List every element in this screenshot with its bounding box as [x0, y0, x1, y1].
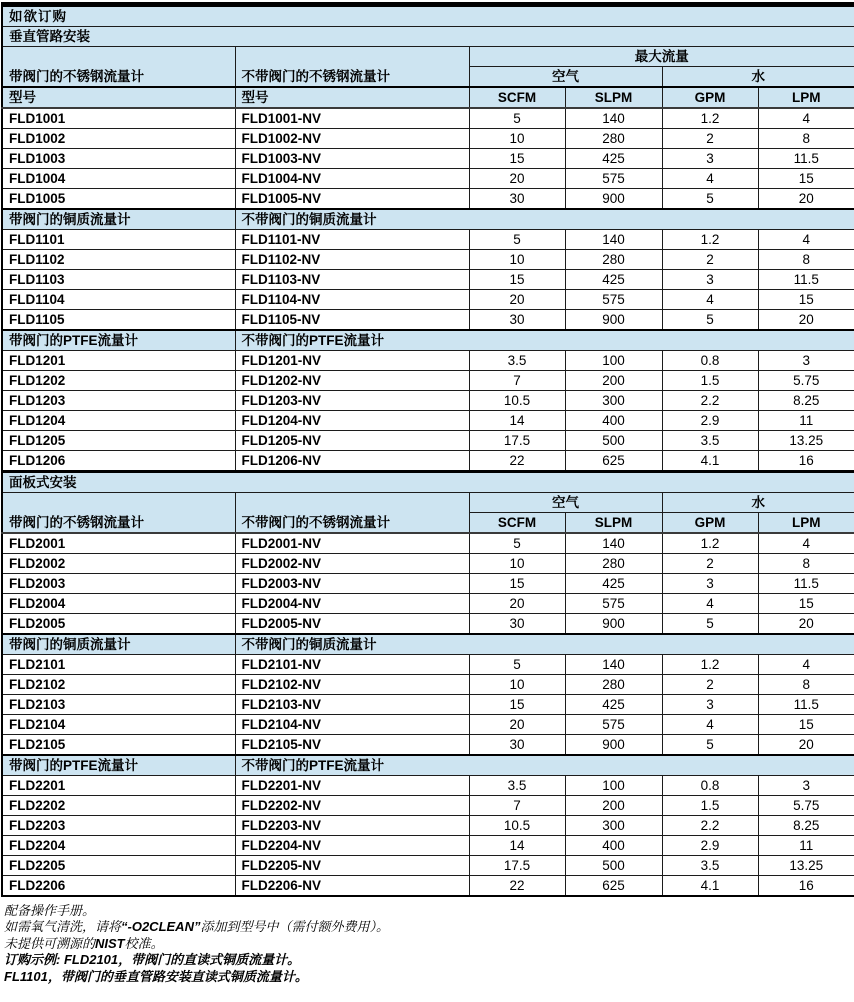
section-title: 垂直管路安装 [2, 27, 854, 47]
table-row [2, 836, 854, 856]
table-row [2, 129, 854, 149]
footnote-segment: ，带阀门的直读式铜质流量计。 [118, 952, 301, 968]
gpm-value: 1.2 [662, 230, 758, 250]
model-nv-cell: FLD1001-NV [235, 108, 469, 129]
gpm-value: 1.5 [662, 371, 758, 391]
scfm-value: 15 [469, 270, 565, 290]
scfm-value: 30 [469, 735, 565, 756]
column-header-with-valve: 带阀门的不锈钢流量计 [2, 47, 235, 88]
lpm-value: 8 [758, 129, 854, 149]
slpm-value: 100 [565, 776, 662, 796]
scfm-value: 10 [469, 554, 565, 574]
group-header-with-valve: 带阀门的PTFE流量计 [2, 330, 235, 351]
title-row [2, 5, 854, 27]
section-title: 面板式安装 [2, 472, 854, 493]
slpm-value: 900 [565, 735, 662, 756]
scfm-value: 17.5 [469, 431, 565, 451]
model-cell: FLD2206 [2, 876, 235, 897]
table-row [2, 695, 854, 715]
table-row [2, 351, 854, 371]
table-row [2, 270, 854, 290]
slpm-value: 400 [565, 836, 662, 856]
lpm-value: 4 [758, 533, 854, 554]
lpm-value: 3 [758, 776, 854, 796]
unit-header-slpm: SLPM [565, 513, 662, 534]
lpm-value: 4 [758, 230, 854, 250]
gpm-value: 3.5 [662, 856, 758, 876]
scfm-value: 7 [469, 371, 565, 391]
footnote-segment: ，带阀门的垂直管路安装直读式铜质流量计。 [47, 968, 308, 984]
model-cell: FLD2001 [2, 533, 235, 554]
slpm-value: 425 [565, 270, 662, 290]
gpm-value: 4 [662, 715, 758, 735]
model-nv-cell: FLD1004-NV [235, 169, 469, 189]
gpm-value: 1.2 [662, 108, 758, 129]
scfm-value: 20 [469, 290, 565, 310]
model-nv-cell: FLD1206-NV [235, 451, 469, 472]
lpm-value: 3 [758, 351, 854, 371]
gpm-value: 4.1 [662, 451, 758, 472]
gpm-value: 5 [662, 735, 758, 756]
column-header-without-valve: 不带阀门的不锈钢流量计 [235, 47, 469, 88]
lpm-value: 20 [758, 189, 854, 210]
table-row [2, 189, 854, 210]
table-row [2, 87, 854, 108]
gpm-value: 2 [662, 129, 758, 149]
table-row [2, 310, 854, 331]
scfm-value: 5 [469, 108, 565, 129]
table-row [2, 614, 854, 635]
lpm-value: 8.25 [758, 391, 854, 411]
scfm-value: 30 [469, 189, 565, 210]
model-nv-cell: FLD1105-NV [235, 310, 469, 331]
model-nv-cell: FLD2201-NV [235, 776, 469, 796]
scfm-value: 17.5 [469, 856, 565, 876]
model-cell: FLD1201 [2, 351, 235, 371]
slpm-value: 625 [565, 451, 662, 472]
group-header-without-valve: 不带阀门的铜质流量计 [235, 209, 854, 230]
gpm-value: 2.9 [662, 411, 758, 431]
model-cell: FLD2205 [2, 856, 235, 876]
gpm-value: 0.8 [662, 351, 758, 371]
model-cell: FLD2201 [2, 776, 235, 796]
slpm-value: 900 [565, 614, 662, 635]
gpm-value: 4 [662, 169, 758, 189]
slpm-value: 575 [565, 290, 662, 310]
slpm-value: 900 [565, 189, 662, 210]
table-row [2, 108, 854, 129]
table-row [2, 411, 854, 431]
table-row [2, 655, 854, 675]
group-header-without-valve: 不带阀门的铜质流量计 [235, 634, 854, 655]
slpm-value: 575 [565, 169, 662, 189]
table-row [2, 47, 854, 67]
model-nv-cell: FLD2104-NV [235, 715, 469, 735]
model-cell: FLD2003 [2, 574, 235, 594]
gpm-value: 2.2 [662, 391, 758, 411]
model-nv-cell: FLD2206-NV [235, 876, 469, 897]
gpm-value: 1.5 [662, 796, 758, 816]
lpm-value: 11.5 [758, 149, 854, 169]
lpm-value: 20 [758, 614, 854, 635]
group-header-without-valve: 不带阀门的PTFE流量计 [235, 330, 854, 351]
slpm-value: 300 [565, 391, 662, 411]
model-cell: FLD2101 [2, 655, 235, 675]
table-row [2, 391, 854, 411]
air-header: 空气 [469, 493, 662, 513]
scfm-value: 14 [469, 836, 565, 856]
unit-header-lpm: LPM [758, 513, 854, 534]
table-row [2, 675, 854, 695]
unit-header-scfm: SCFM [469, 87, 565, 108]
table-row [2, 230, 854, 250]
footnote-segment: 订购示例: FLD2101 [4, 952, 119, 968]
group-header-with-valve: 带阀门的PTFE流量计 [2, 755, 235, 776]
column-header-without-valve: 不带阀门的不锈钢流量计 [235, 493, 469, 534]
footnote-segment: 校准。 [124, 935, 164, 951]
lpm-value: 13.25 [758, 431, 854, 451]
slpm-value: 425 [565, 695, 662, 715]
model-cell: FLD1105 [2, 310, 235, 331]
slpm-value: 500 [565, 431, 662, 451]
footnote-line [4, 903, 853, 919]
gpm-value: 3 [662, 574, 758, 594]
table-row [2, 735, 854, 756]
scfm-value: 30 [469, 310, 565, 331]
lpm-value: 8 [758, 250, 854, 270]
gpm-value: 3 [662, 149, 758, 169]
slpm-value: 280 [565, 250, 662, 270]
gpm-value: 4 [662, 594, 758, 614]
lpm-value: 11.5 [758, 574, 854, 594]
model-cell: FLD2103 [2, 695, 235, 715]
model-nv-cell: FLD2205-NV [235, 856, 469, 876]
table-row [2, 715, 854, 735]
gpm-value: 2 [662, 250, 758, 270]
scfm-value: 5 [469, 655, 565, 675]
gpm-value: 2.2 [662, 816, 758, 836]
scfm-value: 22 [469, 451, 565, 472]
lpm-value: 15 [758, 290, 854, 310]
model-cell: FLD2002 [2, 554, 235, 574]
table-row [2, 250, 854, 270]
max-flow-header: 最大流量 [469, 47, 854, 67]
lpm-value: 11 [758, 836, 854, 856]
lpm-value: 13.25 [758, 856, 854, 876]
slpm-value: 200 [565, 371, 662, 391]
model-nv-cell: FLD1103-NV [235, 270, 469, 290]
scfm-value: 5 [469, 230, 565, 250]
footnote-segment: 添加到型号中（需付额外费用）。 [200, 919, 389, 935]
model-nv-cell: FLD1102-NV [235, 250, 469, 270]
unit-header-lpm: LPM [758, 87, 854, 108]
gpm-value: 5 [662, 310, 758, 331]
water-header: 水 [662, 67, 854, 88]
lpm-value: 5.75 [758, 371, 854, 391]
scfm-value: 20 [469, 594, 565, 614]
table-row [2, 554, 854, 574]
table-row [2, 755, 854, 776]
slpm-value: 900 [565, 310, 662, 331]
unit-header-gpm: GPM [662, 513, 758, 534]
scfm-value: 15 [469, 695, 565, 715]
gpm-value: 2.9 [662, 836, 758, 856]
model-nv-cell: FLD1203-NV [235, 391, 469, 411]
model-nv-cell: FLD1202-NV [235, 371, 469, 391]
model-nv-cell: FLD2003-NV [235, 574, 469, 594]
scfm-value: 20 [469, 715, 565, 735]
order-table [1, 2, 854, 897]
lpm-value: 20 [758, 735, 854, 756]
gpm-value: 0.8 [662, 776, 758, 796]
model-cell: FLD1004 [2, 169, 235, 189]
footnote-segment: NIST [95, 935, 125, 951]
slpm-value: 500 [565, 856, 662, 876]
footnote-segment: 未提供可溯源的 [4, 935, 96, 951]
slpm-value: 300 [565, 816, 662, 836]
lpm-value: 5.75 [758, 796, 854, 816]
lpm-value: 4 [758, 655, 854, 675]
table-row [2, 634, 854, 655]
table-row [2, 149, 854, 169]
model-nv-cell: FLD2202-NV [235, 796, 469, 816]
model-nv-cell: FLD2101-NV [235, 655, 469, 675]
scfm-value: 10 [469, 250, 565, 270]
unit-header-gpm: GPM [662, 87, 758, 108]
model-cell: FLD1104 [2, 290, 235, 310]
model-nv-cell: FLD1201-NV [235, 351, 469, 371]
scfm-value: 10.5 [469, 391, 565, 411]
model-nv-cell: FLD2005-NV [235, 614, 469, 635]
model-cell: FLD2104 [2, 715, 235, 735]
model-nv-cell: FLD2103-NV [235, 695, 469, 715]
gpm-value: 3 [662, 270, 758, 290]
slpm-value: 140 [565, 108, 662, 129]
column-header-with-valve: 带阀门的不锈钢流量计 [2, 493, 235, 534]
table-row [2, 856, 854, 876]
table-row [2, 594, 854, 614]
table-row [2, 574, 854, 594]
table-row [2, 169, 854, 189]
page-title: 如欲订购 [2, 5, 854, 27]
lpm-value: 16 [758, 876, 854, 897]
model-nv-cell: FLD2203-NV [235, 816, 469, 836]
slpm-value: 280 [565, 129, 662, 149]
scfm-value: 22 [469, 876, 565, 897]
slpm-value: 425 [565, 574, 662, 594]
model-cell: FLD2204 [2, 836, 235, 856]
slpm-value: 575 [565, 715, 662, 735]
slpm-value: 100 [565, 351, 662, 371]
scfm-value: 20 [469, 169, 565, 189]
model-cell: FLD1202 [2, 371, 235, 391]
scfm-value: 14 [469, 411, 565, 431]
gpm-value: 5 [662, 614, 758, 635]
group-header-with-valve: 带阀门的铜质流量计 [2, 634, 235, 655]
model-cell: FLD1005 [2, 189, 235, 210]
table-row [2, 371, 854, 391]
slpm-value: 280 [565, 554, 662, 574]
footnote-segment: FL1101 [4, 968, 48, 984]
unit-header-slpm: SLPM [565, 87, 662, 108]
footnote-segment: 如需氧气清洗，请将 [4, 919, 122, 935]
scfm-value: 15 [469, 574, 565, 594]
model-cell: FLD1001 [2, 108, 235, 129]
table-row [2, 27, 854, 47]
scfm-value: 7 [469, 796, 565, 816]
table-row [2, 493, 854, 513]
lpm-value: 8.25 [758, 816, 854, 836]
footnote-line [4, 969, 853, 985]
model-nv-cell: FLD1101-NV [235, 230, 469, 250]
model-nv-cell: FLD2204-NV [235, 836, 469, 856]
model-cell: FLD2004 [2, 594, 235, 614]
scfm-value: 10 [469, 129, 565, 149]
model-nv-cell: FLD2105-NV [235, 735, 469, 756]
model-cell: FLD2005 [2, 614, 235, 635]
slpm-value: 140 [565, 230, 662, 250]
model-cell: FLD2202 [2, 796, 235, 816]
lpm-value: 4 [758, 108, 854, 129]
lpm-value: 16 [758, 451, 854, 472]
slpm-value: 280 [565, 675, 662, 695]
water-header: 水 [662, 493, 854, 513]
scfm-value: 10 [469, 675, 565, 695]
lpm-value: 8 [758, 675, 854, 695]
model-cell: FLD1203 [2, 391, 235, 411]
gpm-value: 4.1 [662, 876, 758, 897]
gpm-value: 3.5 [662, 431, 758, 451]
table-row [2, 796, 854, 816]
table-row [2, 290, 854, 310]
unit-header-scfm: SCFM [469, 513, 565, 534]
model-cell: FLD2102 [2, 675, 235, 695]
slpm-value: 140 [565, 533, 662, 554]
model-nv-cell: FLD1005-NV [235, 189, 469, 210]
model-nv-cell: FLD1204-NV [235, 411, 469, 431]
table-row [2, 472, 854, 493]
model-nv-cell: FLD1205-NV [235, 431, 469, 451]
gpm-value: 2 [662, 554, 758, 574]
model-cell: FLD1204 [2, 411, 235, 431]
footnote-line [4, 919, 853, 935]
model-cell: FLD1101 [2, 230, 235, 250]
model-cell: FLD1003 [2, 149, 235, 169]
lpm-value: 11.5 [758, 695, 854, 715]
group-header-with-valve: 带阀门的铜质流量计 [2, 209, 235, 230]
table-row [2, 816, 854, 836]
model-nv-cell: FLD1104-NV [235, 290, 469, 310]
model-nv-cell: FLD2002-NV [235, 554, 469, 574]
slpm-value: 625 [565, 876, 662, 897]
table-row [2, 209, 854, 230]
table-row [2, 533, 854, 554]
model-cell: FLD1206 [2, 451, 235, 472]
model-nv-cell: FLD1002-NV [235, 129, 469, 149]
group-header-without-valve: 不带阀门的PTFE流量计 [235, 755, 854, 776]
gpm-value: 1.2 [662, 533, 758, 554]
slpm-value: 200 [565, 796, 662, 816]
table-row [2, 451, 854, 472]
gpm-value: 5 [662, 189, 758, 210]
lpm-value: 11.5 [758, 270, 854, 290]
table-row [2, 776, 854, 796]
lpm-value: 11 [758, 411, 854, 431]
model-col-header: 型号 [235, 87, 469, 108]
scfm-value: 15 [469, 149, 565, 169]
slpm-value: 425 [565, 149, 662, 169]
model-cell: FLD1002 [2, 129, 235, 149]
gpm-value: 1.2 [662, 655, 758, 675]
model-nv-cell: FLD2102-NV [235, 675, 469, 695]
scfm-value: 5 [469, 533, 565, 554]
footnote-line [4, 952, 853, 968]
slpm-value: 400 [565, 411, 662, 431]
model-cell: FLD1205 [2, 431, 235, 451]
model-nv-cell: FLD2004-NV [235, 594, 469, 614]
scfm-value: 3.5 [469, 776, 565, 796]
lpm-value: 8 [758, 554, 854, 574]
gpm-value: 2 [662, 675, 758, 695]
model-nv-cell: FLD2001-NV [235, 533, 469, 554]
table-row [2, 330, 854, 351]
model-col-header: 型号 [2, 87, 235, 108]
scfm-value: 3.5 [469, 351, 565, 371]
model-nv-cell: FLD1003-NV [235, 149, 469, 169]
scfm-value: 10.5 [469, 816, 565, 836]
footnote-line [4, 936, 853, 952]
model-cell: FLD2203 [2, 816, 235, 836]
model-cell: FLD1102 [2, 250, 235, 270]
slpm-value: 140 [565, 655, 662, 675]
lpm-value: 15 [758, 169, 854, 189]
scfm-value: 30 [469, 614, 565, 635]
gpm-value: 4 [662, 290, 758, 310]
footnotes [4, 903, 853, 985]
table-row [2, 876, 854, 897]
table-row [2, 431, 854, 451]
model-cell: FLD1103 [2, 270, 235, 290]
slpm-value: 575 [565, 594, 662, 614]
lpm-value: 20 [758, 310, 854, 331]
footnote-segment: 配备操作手册。 [4, 903, 96, 918]
gpm-value: 3 [662, 695, 758, 715]
footnote-segment: “-O2CLEAN” [121, 919, 201, 935]
air-header: 空气 [469, 67, 662, 88]
model-cell: FLD2105 [2, 735, 235, 756]
lpm-value: 15 [758, 594, 854, 614]
lpm-value: 15 [758, 715, 854, 735]
